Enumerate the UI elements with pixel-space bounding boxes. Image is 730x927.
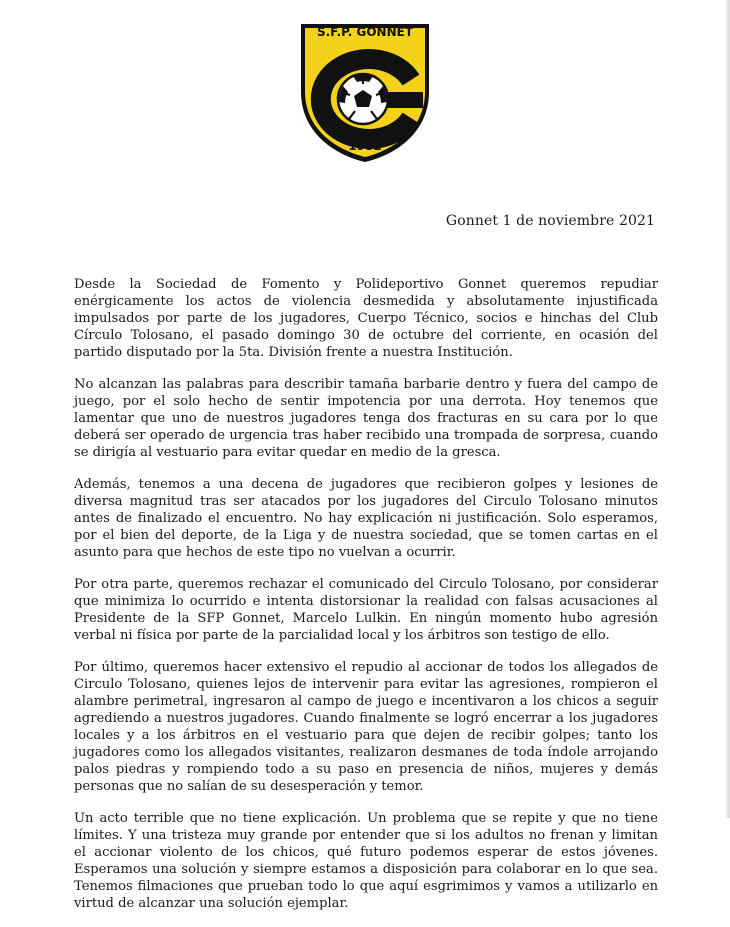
paragraph-5: Por último, queremos hacer extensivo el repudio al accionar de todos los allegados de Circulo Tolosano, quienes lejos de intervenir para evitar las agresiones, rompieron el alambre perimetral, ingresaron al campo de juego e incentivaron a los chicos a seguir agrediendo a nuestros jugadores. Cuando finalmente se logró encerrar a los jugadores locales y a los árbitros en el vestuario para que dejen de recibir golpes; tanto los jugadores como los allegados visitantes, realizaron desmanes de toda índole arrojando palos piedras y rompiendo todo a su paso en presencia de niños, mujeres y demás personas que no salían de su desesperación y temor. <box>74 660 658 794</box>
logo-club-name: S.F.P. GONNET <box>316 25 414 39</box>
paragraph-2: No alcanzan las palabras para describir tamaña barbarie dentro y fuera del campo de juego, por el solo hecho de sentir impotencia por una derrota. Hoy tenemos que lamentar que uno de nuestros jugadores tenga dos fracturas en su cara por lo que deberá ser operado de urgencia tras haber recibido una trompada de sorpresa, cuando se dirigía al vestuario para evitar quedar en medio de la gresca. <box>74 377 658 460</box>
page-edge-shadow <box>726 0 730 818</box>
letter-body <box>74 276 658 927</box>
paragraph-1: Desde la Sociedad de Fomento y Polideportivo Gonnet queremos repudiar enérgicamente los actos de violencia desmedida y absolutamente injustificada impulsados por parte de los jugadores, Cuerpo Técnico, socios e hinchas del Club Círculo Tolosano, el pasado domingo 30 de octubre del corriente, en ocasión del partido disputado por la 5ta. División frente a nuestra Institución. <box>74 277 658 360</box>
club-crest-icon <box>295 22 435 164</box>
paragraph-3: Además, tenemos a una decena de jugadores que recibieron golpes y lesiones de diversa magnitud tras ser atacados por los jugadores del Circulo Tolosano minutos antes de finalizado el encuentro. No hay explicación ni justificación. Solo esperamos, por el bien del deporte, de la Liga y de nuestra sociedad, que se tomen cartas en el asunto para que hechos de este tipo no vuelvan a ocurrir. <box>74 477 658 560</box>
club-logo <box>295 22 435 164</box>
paragraph-6: Un acto terrible que no tiene explicación. Un problema que se repite y que no tiene límites. Y una tristeza muy grande por entender que si los adultos no frenan y limitan el accionar violento de los chicos, qué futuro podemos esperar de estos jóvenes. Esperamos una solución y siempre estamos a disposición para colaborar en lo que sea. Tenemos filmaciones que prueban todo lo que aquí esgrimimos y vamos a utilizarlo en virtud de alcanzar una solución ejemplar. <box>74 811 658 911</box>
logo-year: 1982 <box>348 139 382 153</box>
letter-date: Gonnet 1 de noviembre 2021 <box>445 213 655 229</box>
paragraph-4: Por otra parte, queremos rechazar el comunicado del Circulo Tolosano, por considerar que minimiza lo ocurrido e intenta distorsionar la realidad con falsas acusaciones al Presidente de la SFP Gonnet, Marcelo Lulkin. En ningún momento hubo agresión verbal ni física por parte de la parcialidad local y los árbitros son testigo de ello. <box>74 577 658 643</box>
